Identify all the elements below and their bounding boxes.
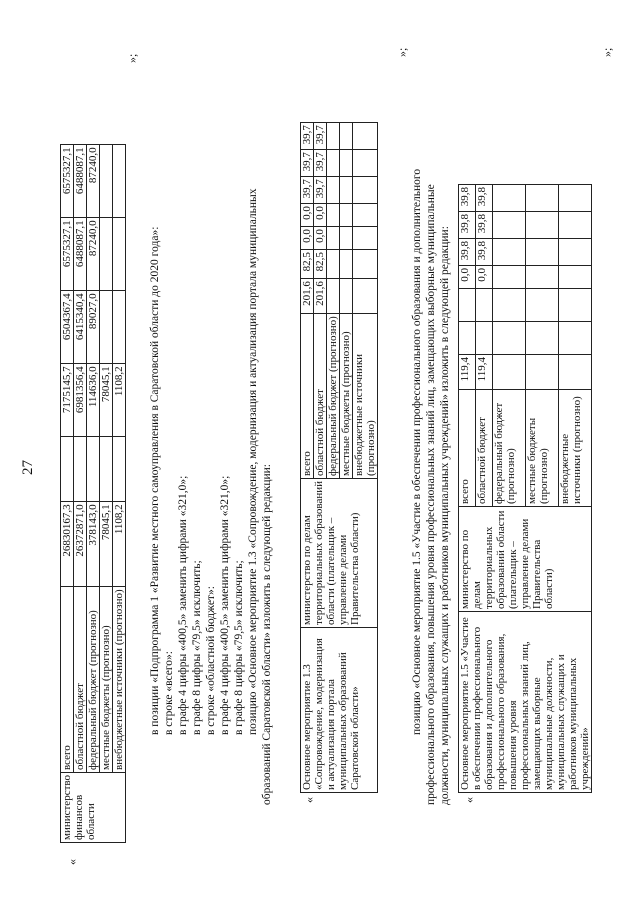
table-cell: 39,7	[314, 123, 327, 150]
table-cell	[526, 322, 559, 355]
table-cell	[74, 437, 87, 502]
text-line: в графе 8 цифры «79,5» исключить;	[191, 560, 203, 735]
table-cell: 39,8	[476, 212, 493, 239]
table-cell	[340, 279, 353, 314]
text-line: в графе 8 цифры «79,5» исключить;	[233, 560, 245, 735]
table-row	[301, 123, 314, 793]
table-cell	[353, 204, 378, 227]
table-cell	[327, 204, 340, 227]
table1-open-quote: «	[65, 859, 79, 865]
table1	[60, 144, 126, 843]
table-cell	[327, 123, 340, 150]
table-cell	[100, 145, 113, 218]
table-cell	[526, 212, 559, 239]
table-cell: 0,0	[301, 227, 314, 250]
table-row	[113, 145, 126, 843]
table-cell	[87, 437, 100, 502]
table-cell: областной бюджет	[314, 314, 327, 479]
table-cell: 0,0	[314, 227, 327, 250]
table-cell: 39,7	[301, 177, 314, 204]
table-row	[61, 145, 74, 843]
page-number: 27	[20, 460, 36, 475]
table-cell	[340, 150, 353, 177]
table-cell: 119,4	[476, 355, 493, 390]
table-cell: 0,0	[314, 204, 327, 227]
table-cell: всего	[301, 314, 314, 479]
table-cell	[493, 185, 526, 212]
table-cell	[327, 177, 340, 204]
table-cell	[476, 322, 493, 355]
table-cell: 6488087,1	[74, 145, 87, 218]
table-cell: 119,4	[459, 355, 476, 390]
table-cell: внебюджетные источники (прогнозно)	[113, 587, 126, 773]
table-cell	[100, 437, 113, 502]
table-cell: 26372871,0	[74, 502, 87, 587]
table-cell	[61, 437, 74, 502]
table-cell: 39,8	[459, 239, 476, 266]
table-cell	[526, 266, 559, 289]
table3	[458, 184, 592, 793]
table-cell	[476, 289, 493, 322]
table-cell: всего	[61, 587, 74, 773]
table-cell	[493, 266, 526, 289]
table2-close-quote: »;	[395, 47, 409, 57]
table-cell: местные бюджеты (прогнозно)	[340, 314, 353, 479]
table-cell: 1108,2	[113, 364, 126, 437]
table-cell	[327, 227, 340, 250]
table-cell: федеральный бюджет (прогнозно)	[87, 587, 100, 773]
table-cell: внебюджетные источники (прогнозно)	[353, 314, 378, 479]
table-cell	[353, 150, 378, 177]
table-cell: 6504367,4	[61, 291, 74, 364]
table-cell	[526, 355, 559, 390]
table-cell	[327, 250, 340, 279]
table3-col2: министерство по делам территориальных образований области (плательщик – управление делами Правительства области)	[459, 507, 592, 612]
table-cell: 39,7	[301, 150, 314, 177]
table-cell: 39,7	[314, 150, 327, 177]
table-cell: федеральный бюджет (прогнозно)	[493, 390, 526, 507]
table-cell: 82,5	[314, 250, 327, 279]
table-cell: 6575327,1	[61, 218, 74, 291]
table-cell: 82,5	[301, 250, 314, 279]
table-cell: 378143,0	[87, 502, 100, 587]
table-cell: 39,8	[476, 239, 493, 266]
table-cell	[113, 145, 126, 218]
table-cell	[559, 355, 592, 390]
table-row	[100, 145, 113, 843]
table-cell: 78045,1	[100, 364, 113, 437]
table2-col2: министерство по делам территориальных образований области (плательщик – управление делами Правительства области)	[301, 479, 378, 628]
table3-close-quote: »;	[600, 47, 614, 57]
text-line: образований Саратовской области» изложить в следующей редакции:	[261, 463, 273, 805]
table-cell	[353, 279, 378, 314]
table-row	[74, 145, 87, 843]
text-line: позицию «Основное мероприятие 1.5 «Участие в обеспечении профессионального образования и дополнительного	[411, 168, 423, 735]
table-cell: 0,0	[459, 266, 476, 289]
table3-col1: Основное мероприятие 1.5 «Участие в обеспечении профессионального образования и дополнительного профессионального образования, повышения уровня профессиональных знаний лиц, замещающих выборные муниципальные должности, муниципальных служащих и работников муниципальных учреждений»	[459, 612, 592, 793]
table-cell	[340, 250, 353, 279]
table-cell: 7175145,7	[61, 364, 74, 437]
text-line: в строке «всего»:	[163, 651, 175, 735]
table-cell	[526, 185, 559, 212]
table-cell	[559, 185, 592, 212]
table-cell	[353, 227, 378, 250]
table-cell: 201,6	[314, 279, 327, 314]
table-cell: 89027,0	[87, 291, 100, 364]
table-cell: 0,0	[301, 204, 314, 227]
table2-open-quote: «	[302, 797, 316, 803]
table-cell	[459, 289, 476, 322]
table-cell	[353, 177, 378, 204]
table-cell	[493, 322, 526, 355]
table-cell: 6415340,4	[74, 291, 87, 364]
table-cell: 1108,2	[113, 502, 126, 587]
table-cell	[559, 239, 592, 266]
table-cell	[327, 150, 340, 177]
table1-close-quote: »;	[125, 53, 139, 63]
table-cell: 39,7	[314, 177, 327, 204]
table-cell	[113, 291, 126, 364]
table-cell	[559, 322, 592, 355]
table-cell	[526, 289, 559, 322]
table-cell	[559, 266, 592, 289]
text-line: в позиции «Подпрограмма 1 «Развитие местного самоуправления в Саратовской области до 2020 года»:	[149, 226, 161, 735]
text-line: позицию «Основное мероприятие 1.3 «Сопровождение, модернизация и актуализация портала муниципальных	[247, 188, 259, 735]
table-cell	[559, 212, 592, 239]
text-line: в строке «областной бюджет»:	[205, 586, 217, 735]
table-cell: 6981356,4	[74, 364, 87, 437]
table-cell: 39,7	[301, 123, 314, 150]
table-cell: 87240,0	[87, 218, 100, 291]
table-cell: федеральный бюджет (прогнозно)	[327, 314, 340, 479]
table-cell	[340, 204, 353, 227]
table-cell: 78045,1	[100, 502, 113, 587]
table-cell	[493, 289, 526, 322]
table-row	[87, 145, 100, 843]
text-line: в графе 4 цифры «400,5» заменить цифрами «321,0»;	[177, 475, 189, 735]
table-cell: областной бюджет	[74, 587, 87, 773]
table-cell: 87240,0	[87, 145, 100, 218]
table-cell	[353, 123, 378, 150]
table-cell: 39,8	[459, 185, 476, 212]
table-cell	[526, 239, 559, 266]
table-cell: всего	[459, 390, 476, 507]
table-cell	[113, 437, 126, 502]
table-cell	[493, 239, 526, 266]
table1-col1: министерство финансов области	[61, 772, 126, 842]
text-line: профессионального образования, повышения уровня профессиональных знаний лиц, замещающих выборные муниципальные	[425, 184, 437, 805]
table-cell	[559, 289, 592, 322]
table-cell	[340, 177, 353, 204]
table-cell: местные бюджеты (прогнозно)	[100, 587, 113, 773]
table2-col1: Основное мероприятие 1.3 «Сопровождение, модернизация и актуализация портала муниципальных образований Саратовской области»	[301, 628, 378, 793]
text-line: должности, муниципальных служащих и работников муниципальных учреждений» изложить в следующей редакции:	[439, 226, 451, 805]
table-cell: местные бюджеты (прогнозно)	[526, 390, 559, 507]
table-row	[459, 185, 476, 793]
table-cell	[353, 250, 378, 279]
table-cell: 6575327,1	[61, 145, 74, 218]
table-cell	[493, 212, 526, 239]
table3-open-quote: «	[462, 797, 476, 803]
table-cell: 114636,0	[87, 364, 100, 437]
table-cell: внебюджетные источники (прогнозно)	[559, 390, 592, 507]
table-cell	[493, 355, 526, 390]
table-cell: 39,8	[476, 185, 493, 212]
table-cell	[113, 218, 126, 291]
table-cell: 39,8	[459, 212, 476, 239]
table-cell	[340, 227, 353, 250]
table-cell: областной бюджет	[476, 390, 493, 507]
table-cell	[327, 279, 340, 314]
table-cell: 26830167,3	[61, 502, 74, 587]
table2	[300, 122, 378, 793]
table-cell	[100, 291, 113, 364]
table-cell: 6488087,1	[74, 218, 87, 291]
table-cell: 0,0	[476, 266, 493, 289]
table-cell: 201,6	[301, 279, 314, 314]
table-cell	[340, 123, 353, 150]
table-cell	[459, 322, 476, 355]
text-line: в графе 4 цифры «400,5» заменить цифрами «321,0»;	[219, 475, 231, 735]
table-cell	[100, 218, 113, 291]
